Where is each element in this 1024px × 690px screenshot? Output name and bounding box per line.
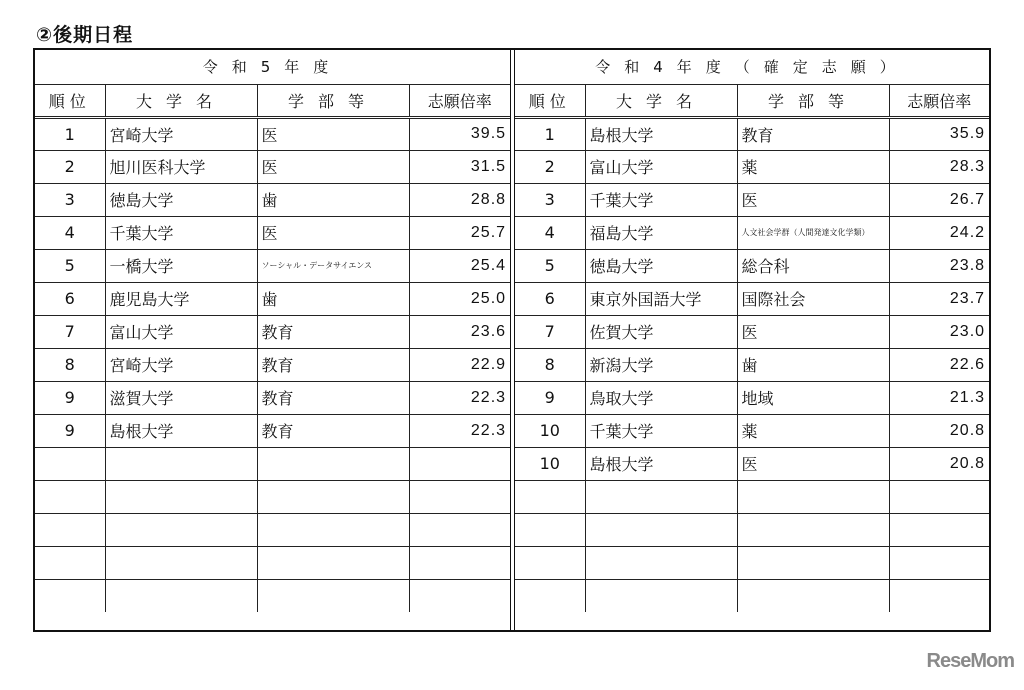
table-row [35, 447, 510, 480]
table-row [515, 447, 989, 480]
ratio-cell: 31.5 [409, 150, 510, 183]
rank-cell [515, 513, 585, 546]
table-row [515, 249, 989, 282]
rank-cell: 6 [515, 282, 585, 315]
faculty-cell: 医 [257, 117, 409, 150]
col-ratio: 志願倍率 [409, 84, 510, 117]
resemom-logo: ReseMom [926, 650, 1014, 672]
rank-cell: 5 [35, 249, 105, 282]
ratio-cell: 39.5 [409, 117, 510, 150]
year-header: 令和4年度（確定志願） [515, 50, 989, 84]
table-row [35, 315, 510, 348]
ratio-cell [889, 579, 989, 612]
university-cell: 一橋大学 [105, 249, 257, 282]
faculty-cell: 国際社会 [737, 282, 889, 315]
ranking-table [33, 48, 991, 632]
faculty-cell: 医 [737, 315, 889, 348]
ratio-cell: 25.0 [409, 282, 510, 315]
col-university: 大学名 [105, 84, 257, 117]
year-header: 令和5年度 [35, 50, 510, 84]
faculty-cell [737, 546, 889, 579]
table-row [515, 183, 989, 216]
faculty-cell: 教育 [257, 348, 409, 381]
table-row [35, 480, 510, 513]
faculty-cell [737, 480, 889, 513]
table-row [35, 249, 510, 282]
university-cell [585, 480, 737, 513]
faculty-cell [257, 546, 409, 579]
rank-cell: 8 [35, 348, 105, 381]
rank-cell: 4 [515, 216, 585, 249]
rank-cell: 10 [515, 414, 585, 447]
university-cell [105, 513, 257, 546]
table-row [35, 414, 510, 447]
faculty-cell: 医 [257, 150, 409, 183]
university-cell [105, 447, 257, 480]
university-cell [585, 513, 737, 546]
faculty-cell: 薬 [737, 414, 889, 447]
university-cell: 千葉大学 [585, 183, 737, 216]
rank-cell: 1 [35, 117, 105, 150]
faculty-cell [257, 480, 409, 513]
faculty-cell: 教育 [257, 381, 409, 414]
rank-cell [515, 546, 585, 579]
university-cell: 鳥取大学 [585, 381, 737, 414]
ratio-cell [889, 513, 989, 546]
ratio-cell [409, 579, 510, 612]
table-row [35, 546, 510, 579]
col-university: 大学名 [585, 84, 737, 117]
page-title: ②後期日程 [36, 24, 134, 46]
faculty-cell: 歯 [257, 282, 409, 315]
rank-cell [35, 480, 105, 513]
ratio-cell [409, 546, 510, 579]
faculty-cell: 総合科 [737, 249, 889, 282]
faculty-cell: 地域 [737, 381, 889, 414]
ratio-cell: 23.6 [409, 315, 510, 348]
rank-cell: 9 [515, 381, 585, 414]
ratio-cell: 26.7 [889, 183, 989, 216]
ratio-cell: 20.8 [889, 447, 989, 480]
col-ratio: 志願倍率 [889, 84, 989, 117]
table-reiwa4 [515, 50, 989, 630]
table-row [515, 348, 989, 381]
rank-cell: 9 [35, 381, 105, 414]
university-cell: 富山大学 [105, 315, 257, 348]
rank-cell [515, 579, 585, 612]
col-rank: 順位 [515, 84, 585, 117]
faculty-cell [257, 447, 409, 480]
ratio-cell: 20.8 [889, 414, 989, 447]
ratio-cell [409, 480, 510, 513]
ratio-cell: 22.3 [409, 381, 510, 414]
table-row [35, 579, 510, 612]
faculty-cell: 教育 [737, 117, 889, 150]
faculty-cell [257, 579, 409, 612]
ratio-cell: 23.7 [889, 282, 989, 315]
university-cell: 富山大学 [585, 150, 737, 183]
university-cell: 滋賀大学 [105, 381, 257, 414]
col-faculty: 学部等 [257, 84, 409, 117]
ratio-cell [409, 447, 510, 480]
university-cell [105, 546, 257, 579]
faculty-cell: 歯 [737, 348, 889, 381]
ratio-cell: 23.8 [889, 249, 989, 282]
university-cell: 福島大学 [585, 216, 737, 249]
rank-cell: 2 [515, 150, 585, 183]
rank-cell: 9 [35, 414, 105, 447]
university-cell [105, 480, 257, 513]
university-cell: 鹿児島大学 [105, 282, 257, 315]
rank-cell: 2 [35, 150, 105, 183]
university-cell [585, 579, 737, 612]
university-cell: 宮崎大学 [105, 348, 257, 381]
table-row [515, 315, 989, 348]
faculty-cell: 医 [737, 447, 889, 480]
faculty-cell: 医 [257, 216, 409, 249]
rank-cell: 7 [35, 315, 105, 348]
table-row [35, 348, 510, 381]
university-cell: 島根大学 [105, 414, 257, 447]
ratio-cell: 25.4 [409, 249, 510, 282]
ratio-cell: 23.0 [889, 315, 989, 348]
table-row [515, 282, 989, 315]
table-row [35, 216, 510, 249]
table-row [35, 282, 510, 315]
col-faculty: 学部等 [737, 84, 889, 117]
table-row [35, 513, 510, 546]
faculty-cell [257, 513, 409, 546]
rank-cell: 10 [515, 447, 585, 480]
col-rank: 順位 [35, 84, 105, 117]
university-cell: 東京外国語大学 [585, 282, 737, 315]
ratio-cell: 22.6 [889, 348, 989, 381]
rank-cell: 7 [515, 315, 585, 348]
university-cell: 島根大学 [585, 447, 737, 480]
ratio-cell: 24.2 [889, 216, 989, 249]
ratio-cell: 28.3 [889, 150, 989, 183]
table-row [515, 513, 989, 546]
rank-cell [35, 546, 105, 579]
rank-cell: 3 [515, 183, 585, 216]
rank-cell: 6 [35, 282, 105, 315]
ratio-cell [889, 546, 989, 579]
table-row [515, 150, 989, 183]
table-reiwa5 [35, 50, 510, 630]
university-cell [105, 579, 257, 612]
faculty-cell: 教育 [257, 414, 409, 447]
faculty-cell: 教育 [257, 315, 409, 348]
table-row [515, 414, 989, 447]
ratio-cell: 21.3 [889, 381, 989, 414]
table-row [515, 381, 989, 414]
faculty-cell [737, 513, 889, 546]
university-cell: 徳島大学 [105, 183, 257, 216]
ratio-cell [889, 480, 989, 513]
rank-cell: 4 [35, 216, 105, 249]
table-row [515, 480, 989, 513]
ratio-cell: 25.7 [409, 216, 510, 249]
faculty-cell: 人文社会学群（人間発達文化学類） [737, 216, 889, 249]
university-cell: 旭川医科大学 [105, 150, 257, 183]
table-row [35, 150, 510, 183]
rank-cell [35, 513, 105, 546]
ratio-cell: 35.9 [889, 117, 989, 150]
rank-cell: 1 [515, 117, 585, 150]
university-cell: 新潟大学 [585, 348, 737, 381]
faculty-cell: 歯 [257, 183, 409, 216]
faculty-cell [737, 579, 889, 612]
university-cell: 徳島大学 [585, 249, 737, 282]
university-cell: 島根大学 [585, 117, 737, 150]
faculty-cell: ソーシャル・データサイエンス [257, 249, 409, 282]
faculty-cell: 薬 [737, 150, 889, 183]
rank-cell [515, 480, 585, 513]
university-cell: 佐賀大学 [585, 315, 737, 348]
table-row [35, 183, 510, 216]
university-cell: 宮崎大学 [105, 117, 257, 150]
rank-cell [35, 447, 105, 480]
rank-cell: 5 [515, 249, 585, 282]
table-row [35, 117, 510, 150]
rank-cell: 3 [35, 183, 105, 216]
table-row [515, 546, 989, 579]
university-cell: 千葉大学 [105, 216, 257, 249]
rank-cell [35, 579, 105, 612]
university-cell: 千葉大学 [585, 414, 737, 447]
faculty-cell: 医 [737, 183, 889, 216]
table-row [515, 117, 989, 150]
ratio-cell: 28.8 [409, 183, 510, 216]
table-row [515, 216, 989, 249]
rank-cell: 8 [515, 348, 585, 381]
table-row [515, 579, 989, 612]
university-cell [585, 546, 737, 579]
ratio-cell: 22.3 [409, 414, 510, 447]
ratio-cell: 22.9 [409, 348, 510, 381]
table-row [35, 381, 510, 414]
ratio-cell [409, 513, 510, 546]
